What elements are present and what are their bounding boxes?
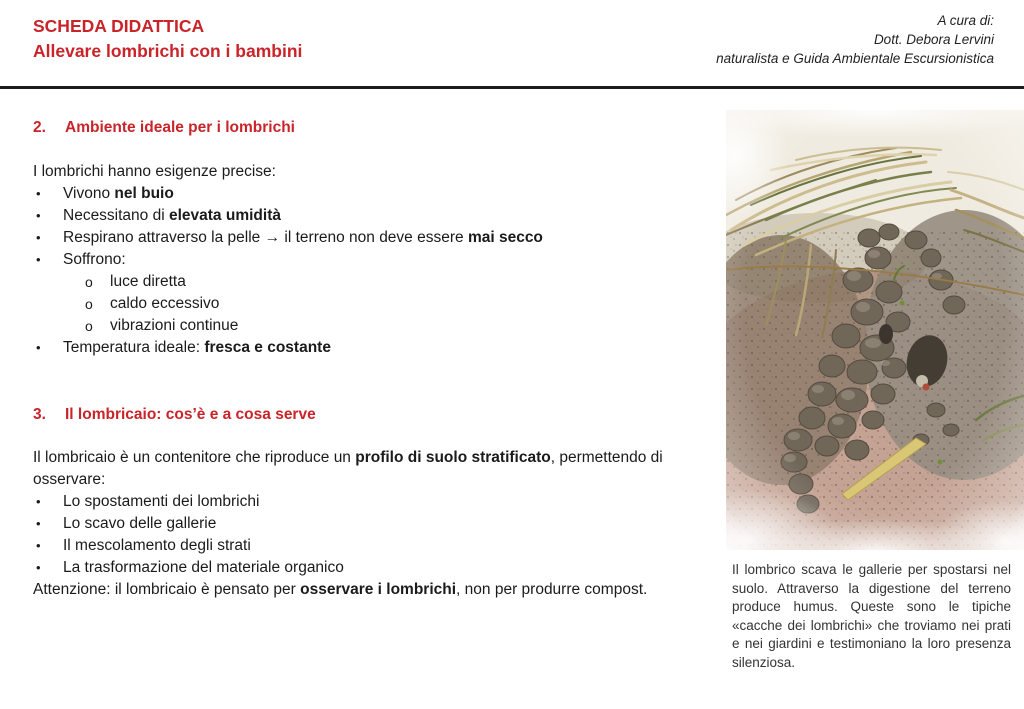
main-text-column (33, 110, 725, 601)
sub-bullet-item (33, 293, 725, 315)
sub-bullet-circle: o (85, 296, 93, 312)
emphasis-text: osservare i lombrichi (300, 581, 457, 598)
bullet-item (33, 249, 725, 271)
credit-line3: naturalista e Guida Ambientale Escursionistica (716, 51, 994, 66)
credit-line1: A cura di: (937, 13, 994, 28)
bullet-dot: • (36, 494, 41, 509)
bullet-dot: • (36, 252, 41, 267)
bullet-item (33, 535, 725, 557)
bullet-item (33, 183, 725, 205)
sub-bullet-text: luce diretta (110, 273, 186, 290)
author-credit (716, 11, 994, 68)
document-title-line1: SCHEDA DIDATTICA (33, 16, 205, 36)
bullet-item (33, 337, 725, 359)
bullet-text: Necessitano di elevata umidità (63, 207, 281, 224)
sub-bullet-item (33, 315, 725, 337)
sub-bullet-text: caldo eccessivo (110, 295, 220, 312)
bullet-text: Il mescolamento degli strati (63, 537, 251, 554)
sub-bullet-circle: o (85, 318, 93, 334)
bullet-text: Soffrono: (63, 251, 126, 268)
bullet-text: Temperatura ideale: fresca e costante (63, 339, 331, 356)
emphasis-text: elevata umidità (168, 207, 281, 224)
sub-bullet-text: vibrazioni continue (110, 317, 239, 334)
bullet-item (33, 513, 725, 535)
emphasis-text: mai secco (467, 229, 543, 246)
bullet-text: Vivono nel buio (63, 185, 174, 202)
sub-bullet-circle: o (85, 274, 93, 290)
bullet-item (33, 205, 725, 227)
bullet-dot: • (36, 538, 41, 553)
section3-heading-label: Il lombricaio: cos’è e a cosa serve (65, 406, 316, 423)
bullet-item (33, 491, 725, 513)
bullet-text: Respirano attraverso la pelle → il terreno non deve essere mai secco (63, 229, 543, 246)
bullet-item (33, 227, 725, 249)
attention-note: Attenzione: il lombricaio è pensato per osservare i lombrichi, non per produrre compost. (33, 581, 648, 598)
sub-bullet-item (33, 271, 725, 293)
emphasis-text: profilo di suolo stratificato (355, 449, 551, 466)
document-title-line2: Allevare lombrichi con i bambini (33, 41, 303, 61)
bullet-dot: • (36, 186, 41, 201)
section2-heading-label: Ambiente ideale per i lombrichi (65, 119, 295, 136)
bullet-dot: • (36, 208, 41, 223)
bullet-text: La trasformazione del materiale organico (63, 559, 344, 576)
section3-heading (33, 404, 725, 426)
bullet-item (33, 557, 725, 579)
emphasis-text: fresca e costante (204, 339, 331, 356)
worm-castings-photo (726, 110, 1024, 550)
bullet-dot: • (36, 560, 41, 575)
section2-number: 2. (33, 119, 46, 136)
emphasis-text: nel buio (114, 185, 174, 202)
bullet-dot: • (36, 340, 41, 355)
section3-paragraph: Il lombricaio è un contenitore che riproduce un profilo di suolo stratificato, permettendo di osservare: (33, 449, 663, 488)
bullet-dot: • (36, 516, 41, 531)
worm-castings-illustration (726, 110, 1024, 550)
photo-white-vignette (726, 110, 1024, 550)
photo-caption: Il lombrico scava le gallerie per spostarsi nel suolo. Attraverso la digestione del terreno produce humus. Queste sono le tipiche «cacche dei lombrichi» che troviamo nei prati e nei giardini e testimoniano la loro presenza silenziosa. (732, 562, 1011, 670)
bullet-text: Lo scavo delle gallerie (63, 515, 217, 532)
bullet-text: Lo spostamenti dei lombrichi (63, 493, 260, 510)
section2-intro: I lombrichi hanno esigenze precise: (33, 163, 276, 180)
header-divider-rule (0, 86, 1024, 89)
bullet-dot: • (36, 230, 41, 245)
section2-heading (33, 117, 725, 139)
credit-line2: Dott. Debora Lervini (873, 32, 994, 47)
document-title (33, 14, 302, 64)
section3-number: 3. (33, 406, 46, 423)
